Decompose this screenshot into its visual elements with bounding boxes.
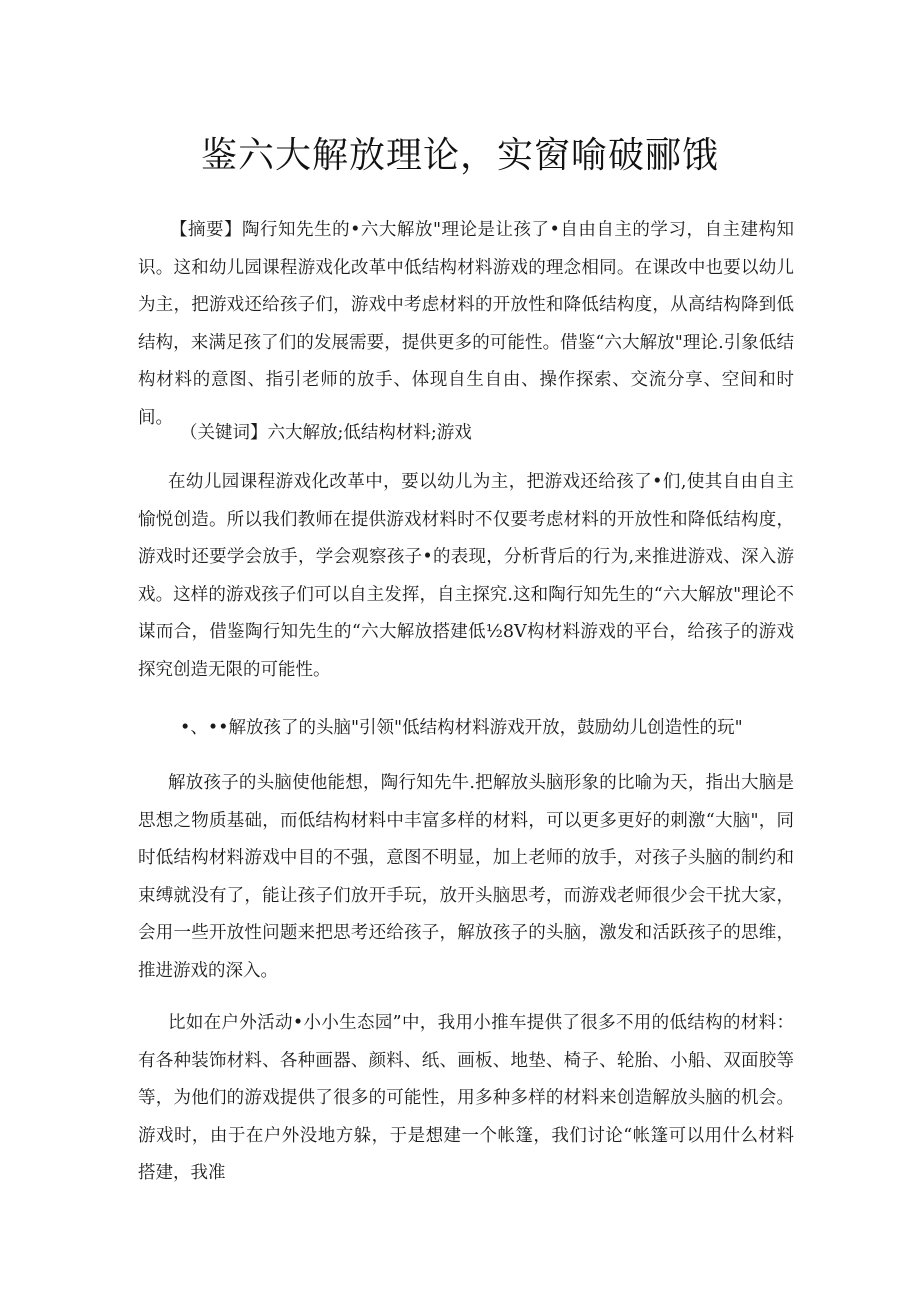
- keywords-paragraph: （关键词】六大解放;低结构材料;游戏: [180, 423, 472, 443]
- section-heading: •、••解放孩了的头脑"引领"低结构材料游戏开放，鼓励幼儿创造性的玩": [180, 718, 743, 738]
- body-paragraph-2: 比如在户外活动•小小生态园”中，我用小推车提供了很多不用的低结构的材料：有各种装饰材料、各种画器、颜料、纸、画板、地垫、椅子、轮胎、小船、双面胶等等，为他们的游戏提供了很多的可能性，用多种多样的材料来创造解放头脑的机会。游戏时，由于在户外没地方躲，于是想建一个帐篷，我们讨论“帐篷可以用什么材料搭建，我准: [138, 1013, 794, 1183]
- intro-paragraph: 在幼儿园课程游戏化改革中，要以幼儿为主，把游戏还给孩了•们,使其自由自主愉悦创造。所以我们教师在提供游戏材料时不仅要考虑材料的开放性和降低结构度，游戏时还要学会放手，学会观察孩子•的表现，分析背后的行为,来推进游戏、深入游戏。这样的游戏孩子们可以自主发挥，自主探究.这和陶行知先生的“六大解放"理论不谋而合，借鉴陶行知先生的“六大解放搭建低½8V构材料游戏的平台，给孩子的游戏探究创造无限的可能性。: [138, 472, 794, 680]
- body-paragraph-1: 解放孩子的头脑使他能想，陶行知先牛.把解放头脑形象的比喻为天，指出大脑是思想之物质基础，而低结构材料中丰富多样的材料，可以更多更好的刺激“大脑"，同时低结构材料游戏中目的不强，意图不明显，加上老师的放手，对孩子头脑的制约和束缚就没有了，能让孩子们放开手玩，放开头脑思考，而游戏老师很少会干扰大家，会用一些开放性问题来把思考还给孩子，解放孩子的头脑，激发和活跃孩子的思维，推进游戏的深入。: [138, 773, 794, 981]
- abstract-paragraph: 【摘要】陶行知先生的•六大解放"理论是让孩了•自由自主的学习，自主建构知识。这和幼儿园课程游戏化改革中低结构材料游戏的理念相同。在课改中也要以幼儿为主，把游戏还给孩子们，游戏中考虑材料的开放性和降低结构度，从高结构降到低结构，来满足孩了们的发展需要，提供更多的可能性。借鉴“六大解放"理论.引象低结构材料的意图、指引老师的放手、体现自生自由、操作探索、交流分享、空间和时间。: [138, 220, 794, 428]
- document-title: 鉴六大解放理论，实窗喻破郦饿: [200, 135, 719, 176]
